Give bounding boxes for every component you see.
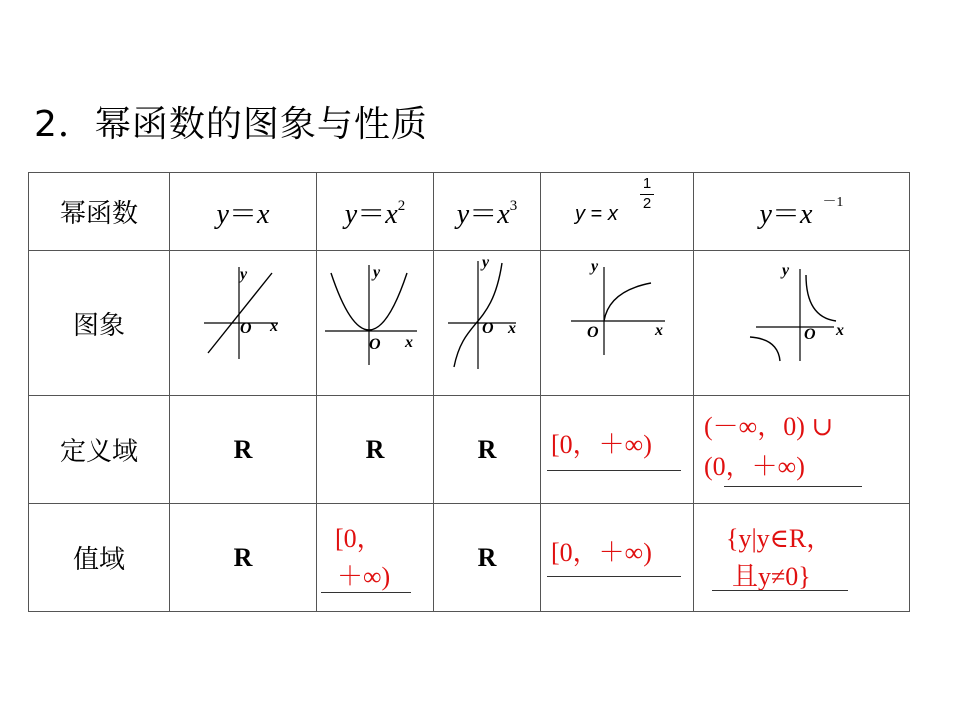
x-axis-label: x (836, 322, 844, 339)
row-range (29, 504, 910, 612)
origin-label: O (369, 336, 381, 353)
func-y-eq-x: y＝x (216, 198, 270, 230)
graph-cell-1 (170, 251, 317, 396)
row-functions (29, 173, 910, 251)
y-axis-label: y (482, 254, 490, 271)
y-axis-label: y (591, 258, 599, 275)
domain-answer-5-line1: (－∞，0) ∪ (704, 412, 834, 441)
row-graphs (29, 251, 910, 396)
range-value-1: R (233, 542, 253, 572)
func-cell-4 (541, 173, 694, 251)
range-answer-4: [0，＋∞) (551, 538, 652, 567)
func-cell-2 (317, 173, 434, 251)
domain-cell-4 (541, 396, 694, 504)
func-y-eq-x2: $y=x^2$ (344, 198, 406, 230)
answer-underline (547, 576, 681, 577)
header-function: 幂函数 (59, 199, 138, 229)
graph-sqrt (541, 251, 693, 391)
header-graph: 图象 (72, 310, 125, 341)
header-range-cell (29, 504, 170, 612)
graph-cell-5 (694, 251, 910, 396)
domain-cell-1 (170, 396, 317, 504)
answer-underline (724, 486, 862, 487)
range-cell-1 (170, 504, 317, 612)
graph-cell-2 (317, 251, 434, 396)
header-function-cell (29, 173, 170, 251)
answer-underline (321, 592, 411, 593)
domain-answer-4: [0，＋∞) (551, 430, 652, 459)
origin-label: O (240, 320, 252, 337)
exp-numerator: 1 (642, 175, 652, 192)
func-y-eq-x-inv: y＝x $^{-1}$ (759, 195, 844, 230)
range-answer-5-line2: 且y≠0} (732, 562, 811, 591)
y-axis-label: y (373, 264, 381, 281)
graph-square (317, 251, 433, 391)
range-answer-2-line2: ＋∞) (337, 562, 391, 591)
domain-answer-5-line2: (0，＋∞) (704, 452, 805, 481)
domain-value-3: R (477, 434, 497, 464)
range-cell-2 (317, 504, 434, 612)
graph-linear (170, 251, 316, 391)
range-cell-3 (434, 504, 541, 612)
range-cell-4 (541, 504, 694, 612)
row-domain (29, 396, 910, 504)
exp-denominator: 2 (642, 195, 652, 212)
x-axis-label: x (270, 318, 278, 335)
header-domain: 定义域 (59, 437, 138, 467)
domain-cell-2 (317, 396, 434, 504)
graph-cube (434, 251, 540, 391)
header-graph-cell (29, 251, 170, 396)
func-y-eq-sqrt-x: y = x (575, 203, 618, 225)
y-axis-label: y (240, 266, 248, 283)
x-axis-label: x (405, 334, 413, 351)
answer-underline (712, 590, 848, 591)
origin-label: O (482, 320, 494, 337)
domain-cell-3 (434, 396, 541, 504)
range-answer-2-line1: [0， (335, 524, 383, 553)
origin-label: O (587, 324, 599, 341)
graph-cell-4 (541, 251, 694, 396)
power-function-table (28, 172, 910, 612)
graph-cell-3 (434, 251, 541, 396)
x-axis-label: x (655, 322, 663, 339)
page-title: 2．幂函数的图象与性质 (34, 104, 428, 145)
domain-value-1: R (233, 434, 253, 464)
graph-reciprocal (694, 251, 909, 391)
domain-cell-5 (694, 396, 910, 504)
answer-underline (547, 470, 681, 471)
func-y-eq-x3: $y=x^3$ (456, 198, 518, 230)
func-cell-3 (434, 173, 541, 251)
header-domain-cell (29, 396, 170, 504)
origin-label: O (804, 326, 816, 343)
range-answer-5-line1: {y|y∈R， (726, 524, 833, 553)
func-cell-1 (170, 173, 317, 251)
header-range: 值域 (72, 545, 125, 575)
y-axis-label: y (782, 262, 790, 279)
range-cell-5 (694, 504, 910, 612)
func-cell-5 (694, 173, 910, 251)
x-axis-label: x (508, 320, 516, 337)
domain-value-2: R (365, 434, 385, 464)
range-value-3: R (477, 542, 497, 572)
